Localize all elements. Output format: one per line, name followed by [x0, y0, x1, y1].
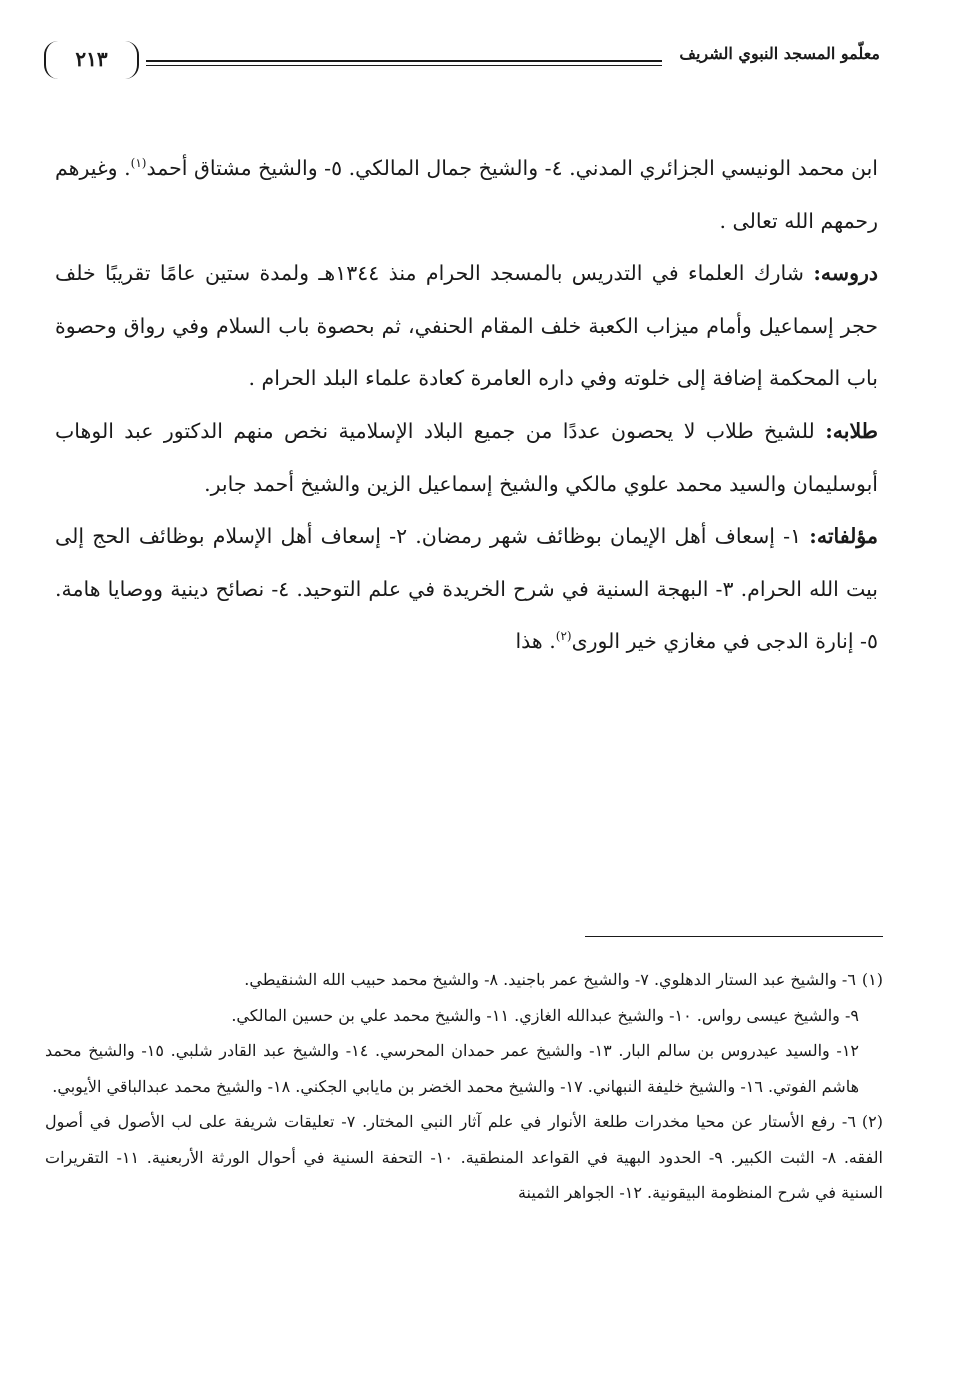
header-rule: [146, 60, 662, 62]
footnote-2: [45, 1104, 883, 1211]
footnote-1: [45, 962, 883, 998]
footnote-text: ١٢- والسيد عيدروس بن سالم البار. ١٣- والشيخ عمر حمدان المحرسي. ١٤- والشيخ عبد القادر شلبي. ١٥- والشيخ محمد هاشم الفوتي. ١٦- والشيخ خليفة النبهاني. ١٧- والشيخ محمد الخضر بن مايابي الجكني. ١٨- والشيخ محمد عبدالباقي الأيوبي.: [45, 1041, 860, 1096]
page-header: [42, 38, 880, 86]
footnote-text: ٦- رفع الأستار عن محيا مخدرات طلعة الأنوار في علم آثار النبي المختار. ٧- تعليقات شريفة على لب الأصول في أصول الفقه. ٨- الثبت الكبير. ٩- الحدود البهية في القواعد المنطقية. ١٠- التحفة السنية في أحوال الورثة الأربعنية. ١١- التقريرات السنية في شرح المنظومة البيقونية. ١٢- الجواهر الثمينة: [45, 1112, 884, 1202]
paragraph-text: شارك العلماء في التدريس بالمسجد الحرام منذ ١٣٤٤هـ ولمدة ستين عامًا تقريبًا خلف حجر إسماعيل وأمام ميزاب الكعبة خلف المقام الحنفي، ثم بحصوة باب السلام وفي رواق وحصوة باب المحكمة إضافة إلى خلوته وفي داره العامرة كعادة علماء البلد الحرام .: [55, 261, 878, 391]
paragraph-teachers-continued: [55, 142, 878, 247]
paragraph-works: [55, 510, 878, 668]
footnote-text: ٦- والشيخ عبد الستار الدهلوي. ٧- والشيخ عمر باجنيد. ٨- والشيخ محمد حبيب الله الشنقيطي.: [244, 970, 856, 989]
paragraph-text: للشيخ طلاب لا يحصون عددًا من جميع البلاد الإسلامية نخص منهم الدكتور عبد الوهاب أبوسليمان والسيد محمد علوي مالكي والشيخ إسماعيل الزين والشيخ أحمد جابر.: [55, 418, 878, 496]
header-rule-thin: [146, 65, 662, 66]
main-text: [55, 142, 878, 668]
footnote-marker-2: (٢): [861, 1112, 884, 1131]
paragraph-lessons: [55, 247, 878, 405]
footnote-1-continued: [45, 998, 883, 1034]
footnote-ref-1[interactable]: (١): [130, 156, 147, 171]
section-lead-students: طلابه:: [825, 418, 878, 443]
paragraph-text: ١- إسعاف أهل الإيمان بوظائف شهر رمضان. ٢- إسعاف أهل الإسلام بوظائف الحج إلى بيت الله الحرام. ٣- البهجة السنية في شرح الخريدة في علم التوحيد. ٤- نصائح دينية ووصايا هامة. ٥- إنارة الدجى في مغازي خير الورى: [55, 524, 879, 654]
paragraph-text: ابن محمد الونيسي الجزائري المدني. ٤- والشيخ جمال المالكي. ٥- والشيخ مشتاق أحمد: [146, 156, 878, 180]
footnote-separator: [585, 936, 883, 937]
footnote-ref-2[interactable]: (٢): [555, 629, 572, 644]
footnotes: [45, 962, 883, 1211]
footnote-1-continued: [45, 1033, 883, 1104]
section-lead-works: مؤلفاته:: [809, 524, 878, 549]
section-lead-lessons: دروسه:: [813, 261, 878, 286]
paragraph-text: . هذا: [515, 629, 556, 654]
paragraph-students: [55, 405, 878, 510]
running-title: معلّمو المسجد النبوي الشريف: [679, 44, 880, 63]
page-number: ٢١٣: [44, 41, 139, 79]
footnote-marker-1: (١): [861, 970, 883, 989]
paragraph-text: . وغيرهم رحمهم الله تعالى .: [55, 156, 878, 233]
footnote-text: ٩- والشيخ عيسى رواس. ١٠- والشيخ عبدالله الغازي. ١١- والشيخ محمد علي بن حسين المالكي.: [231, 1005, 859, 1025]
